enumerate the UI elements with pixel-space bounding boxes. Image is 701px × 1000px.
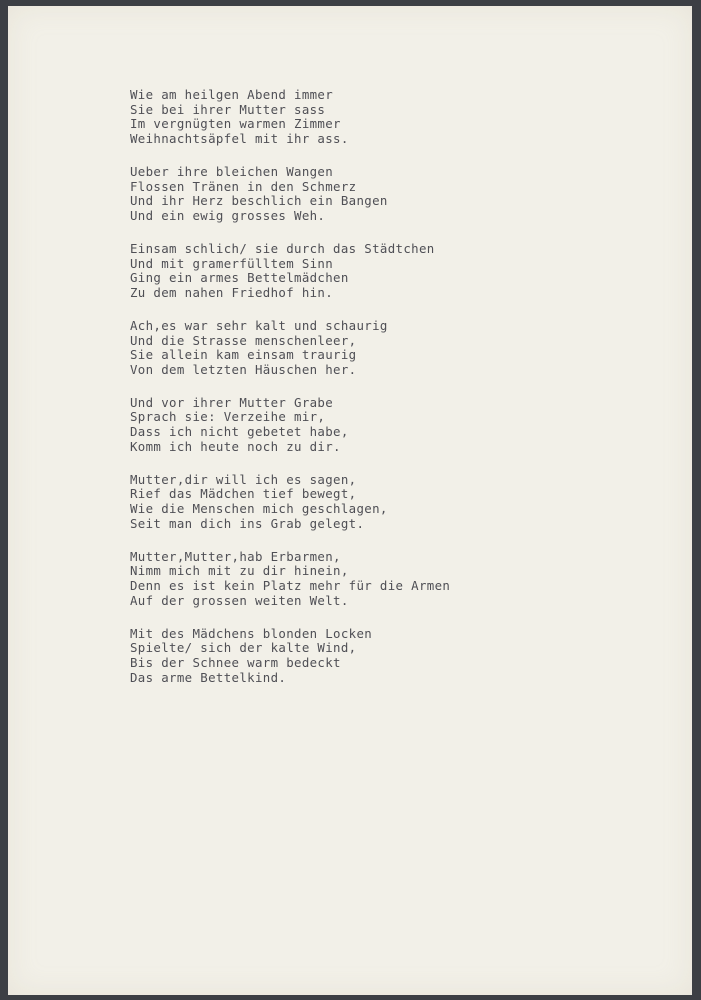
poem-line: Und die Strasse menschenleer, bbox=[130, 332, 357, 348]
poem-line: Flossen Tränen in den Schmerz bbox=[130, 178, 357, 194]
stanza-5 bbox=[130, 396, 650, 454]
poem-line: Denn es ist kein Platz mehr für die Armen bbox=[130, 578, 451, 593]
stanza-1 bbox=[130, 88, 650, 146]
poem-line: Wie am heilgen Abend immer bbox=[130, 87, 334, 102]
poem-line: Sprach sie: Verzeihe mir, bbox=[130, 409, 326, 425]
poem-line: Von dem letzten Häuschen her. bbox=[130, 361, 357, 377]
poem-line: Spielte/ sich der kalte Wind, bbox=[130, 640, 357, 656]
poem-line: Ach,es war sehr kalt und schaurig bbox=[130, 317, 388, 333]
poem-line: Wie die Menschen mich geschlagen, bbox=[130, 501, 388, 517]
poem-line: Komm ich heute noch zu dir. bbox=[130, 438, 341, 454]
poem-line: Das arme Bettelkind. bbox=[130, 669, 287, 685]
poem-line: Weihnachtsäpfel mit ihr ass. bbox=[130, 130, 349, 146]
poem-line: Mutter,Mutter,hab Erbarmen, bbox=[130, 548, 341, 564]
poem-line: Seit man dich ins Grab gelegt. bbox=[130, 515, 365, 531]
stanza-7 bbox=[130, 550, 650, 608]
poem-line: Mit des Mädchens blonden Locken bbox=[130, 625, 373, 641]
paper-sheet bbox=[8, 6, 692, 995]
poem-line: Ueber ihre bleichen Wangen bbox=[130, 163, 334, 179]
poem-line: Einsam schlich/ sie durch das Städtchen bbox=[130, 240, 435, 256]
stanza-2 bbox=[130, 165, 650, 223]
stanza-4 bbox=[130, 319, 650, 377]
poem-line: Auf der grossen weiten Welt. bbox=[130, 592, 349, 608]
poem-line: Sie bei ihrer Mutter sass bbox=[130, 101, 326, 117]
poem-line: Und ihr Herz beschlich ein Bangen bbox=[130, 193, 388, 209]
stanza-6 bbox=[130, 473, 650, 531]
poem-line: Im vergnügten warmen Zimmer bbox=[130, 116, 341, 132]
poem bbox=[130, 88, 650, 704]
stanza-8 bbox=[130, 627, 650, 685]
poem-line: Und ein ewig grosses Weh. bbox=[130, 207, 326, 223]
poem-line: Ging ein armes Bettelmädchen bbox=[130, 270, 349, 286]
stanza-3 bbox=[130, 242, 650, 300]
poem-line: Und mit gramerfülltem Sinn bbox=[130, 255, 334, 271]
poem-line: Sie allein kam einsam traurig bbox=[130, 347, 357, 363]
poem-line: Und vor ihrer Mutter Grabe bbox=[130, 394, 334, 410]
poem-line: Bis der Schnee warm bedeckt bbox=[130, 654, 341, 670]
poem-line: Dass ich nicht gebetet habe, bbox=[130, 424, 349, 440]
poem-line: Mutter,dir will ich es sagen, bbox=[130, 471, 357, 487]
poem-line: Nimm mich mit zu dir hinein, bbox=[130, 563, 349, 579]
poem-line: Zu dem nahen Friedhof hin. bbox=[130, 284, 334, 300]
poem-line: Rief das Mädchen tief bewegt, bbox=[130, 486, 357, 502]
